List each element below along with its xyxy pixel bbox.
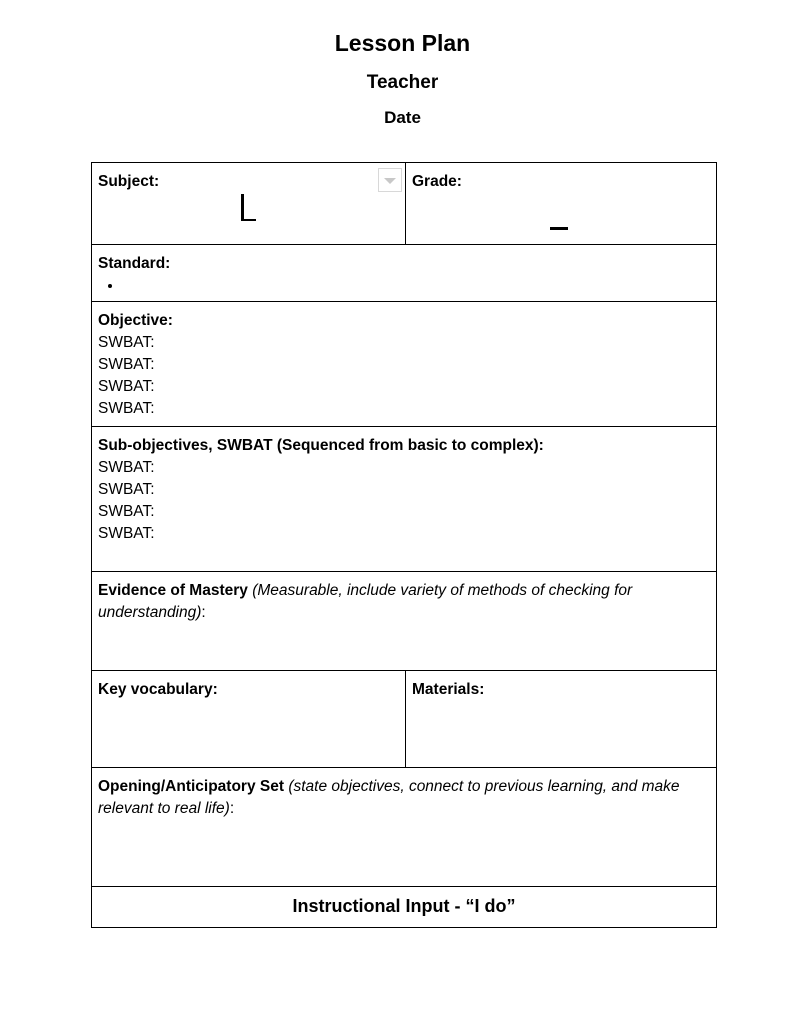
subobjectives-label: Sub-objectives, SWBAT (Sequenced from basic to complex): [98, 437, 544, 454]
objective-line: SWBAT: [98, 378, 155, 395]
subject-cell[interactable] [92, 163, 406, 244]
text-cursor-base [244, 219, 256, 221]
evidence-suffix: : [201, 604, 206, 621]
evidence-label: Evidence of Mastery [98, 582, 248, 599]
standard-bullet[interactable] [123, 275, 710, 297]
evidence-row [92, 572, 716, 671]
date-heading[interactable]: Date [384, 108, 421, 127]
vocabulary-cell[interactable] [92, 671, 406, 767]
objective-row [92, 302, 716, 427]
instructional-input-heading[interactable]: Instructional Input - “I do” [292, 896, 516, 916]
subobjectives-row [92, 427, 716, 572]
subobjective-line: SWBAT: [98, 525, 155, 542]
subject-grade-row [92, 163, 716, 245]
subobjective-line: SWBAT: [98, 459, 155, 476]
instructional-input-row [92, 887, 716, 927]
evidence-note: (Measurable, include variety of methods of checking for understanding) [98, 582, 633, 621]
text-cursor-icon [241, 194, 244, 221]
opening-note: (state objectives, connect to previous learning, and make relevant to real life) [98, 778, 680, 817]
standard-label: Standard: [98, 255, 171, 272]
standard-cell[interactable] [92, 245, 716, 301]
materials-cell[interactable] [406, 671, 716, 767]
grade-label: Grade: [412, 173, 462, 190]
chevron-down-icon[interactable] [378, 168, 402, 192]
opening-label: Opening/Anticipatory Set [98, 778, 285, 795]
opening-suffix: : [229, 800, 235, 817]
materials-label: Materials: [412, 681, 485, 698]
vocabulary-materials-row [92, 671, 716, 768]
objective-label: Objective: [98, 312, 173, 329]
objective-line: SWBAT: [98, 400, 155, 417]
lesson-plan-table [91, 162, 717, 928]
opening-cell[interactable] [92, 768, 716, 886]
standard-row [92, 245, 716, 302]
opening-row [92, 768, 716, 887]
objective-cell[interactable] [92, 302, 716, 426]
objective-line: SWBAT: [98, 356, 155, 373]
grade-placeholder-dash [550, 227, 568, 230]
objective-line: SWBAT: [98, 334, 155, 351]
subobjective-line: SWBAT: [98, 481, 155, 498]
subobjective-line: SWBAT: [98, 503, 155, 520]
evidence-cell[interactable] [92, 572, 716, 670]
vocabulary-label: Key vocabulary: [98, 681, 218, 698]
standard-list [98, 275, 710, 297]
grade-cell[interactable] [406, 163, 716, 244]
subobjectives-cell[interactable] [92, 427, 716, 571]
teacher-heading[interactable]: Teacher [366, 72, 439, 93]
subject-label: Subject: [98, 173, 160, 190]
page-title: Lesson Plan [334, 30, 471, 56]
